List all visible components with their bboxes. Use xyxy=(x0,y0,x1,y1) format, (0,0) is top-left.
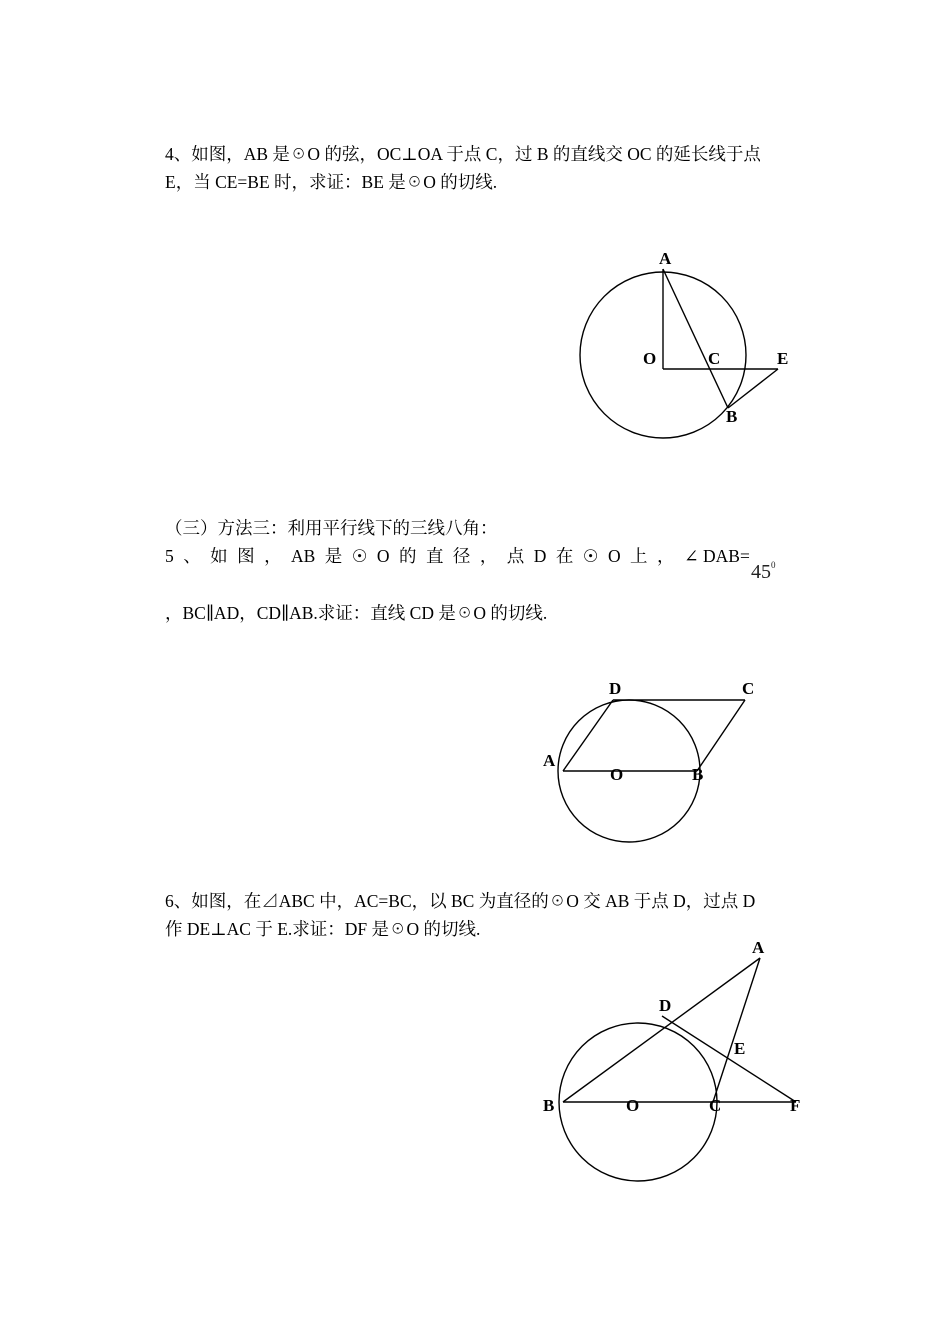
problem4-figure xyxy=(560,240,820,460)
problem5-word: ， xyxy=(479,546,498,566)
problem5-word: 、 xyxy=(183,546,201,566)
problem6-line1: 6、如图，在⊿ABC 中，AC=BC，以 BC 为直径的☉O 交 AB 于点 D，过点 D xyxy=(165,891,756,911)
label-e: E xyxy=(777,349,789,368)
problem5-line2: ，BC∥AD，CD∥AB.求证：直线 CD 是☉O 的切线. xyxy=(165,603,548,623)
problem5-word: 在 xyxy=(555,546,574,566)
label-b: B xyxy=(726,407,738,426)
segment-be xyxy=(728,369,778,408)
problem5-word: O xyxy=(607,546,621,566)
problem4-line1: 4、如图，AB 是☉O 的弦，OC⊥OA 于点 C，过 B 的直线交 OC 的延长线于点 xyxy=(165,144,761,164)
angle-value: $45^0$ xyxy=(751,560,776,583)
problem5-word: ∠ DAB= xyxy=(683,546,750,566)
problem5-word: 是 xyxy=(324,546,343,566)
label-a: A xyxy=(752,938,765,957)
problem5-word: 如 xyxy=(210,546,228,566)
label-c: C xyxy=(708,349,721,368)
label-a: A xyxy=(543,751,556,770)
label-f: F xyxy=(790,1096,801,1115)
segment-df xyxy=(662,1016,796,1102)
problem5-word: 直 xyxy=(425,546,444,566)
segment-ba xyxy=(563,958,760,1102)
problem5-figure xyxy=(530,670,800,860)
problem5-word: ☉ xyxy=(582,546,599,566)
segment-ac xyxy=(713,958,760,1102)
problem4-line2: E，当 CE=BE 时，求证：BE 是☉O 的切线. xyxy=(165,172,498,192)
problem5-word: 图 xyxy=(237,546,255,566)
segment-ab xyxy=(663,269,728,408)
label-b: B xyxy=(692,765,704,784)
problem5-word: ☉ xyxy=(351,546,368,566)
segment-cb xyxy=(697,700,745,771)
label-c: C xyxy=(709,1096,722,1115)
problem5-line1 xyxy=(165,542,750,570)
section3-heading: （三）方法三：利用平行线下的三线八角： xyxy=(165,518,498,538)
problem6-line2: 作 DE⊥AC 于 E.求证：DF 是☉O 的切线. xyxy=(165,919,481,939)
problem5-word: ， xyxy=(657,546,675,566)
label-c: C xyxy=(742,679,755,698)
label-b: B xyxy=(543,1096,555,1115)
problem5-word: 点 xyxy=(506,546,525,566)
label-a: A xyxy=(659,249,672,268)
segment-ad xyxy=(563,700,613,771)
problem5-word: 径 xyxy=(452,546,471,566)
problem5-word: 的 xyxy=(398,546,417,566)
label-o: O xyxy=(610,765,624,784)
problem5-word: O xyxy=(376,546,390,566)
problem5-word: 5 xyxy=(165,546,174,566)
problem5-word: 上 xyxy=(630,546,648,566)
label-d: D xyxy=(609,679,622,698)
label-o: O xyxy=(626,1096,640,1115)
label-o: O xyxy=(643,349,657,368)
label-d: D xyxy=(659,996,672,1015)
problem6-figure xyxy=(530,930,820,1190)
problem5-word: D xyxy=(533,546,547,566)
problem5-word: AB xyxy=(291,546,316,566)
label-e: E xyxy=(734,1039,746,1058)
problem5-word: ， xyxy=(264,546,282,566)
